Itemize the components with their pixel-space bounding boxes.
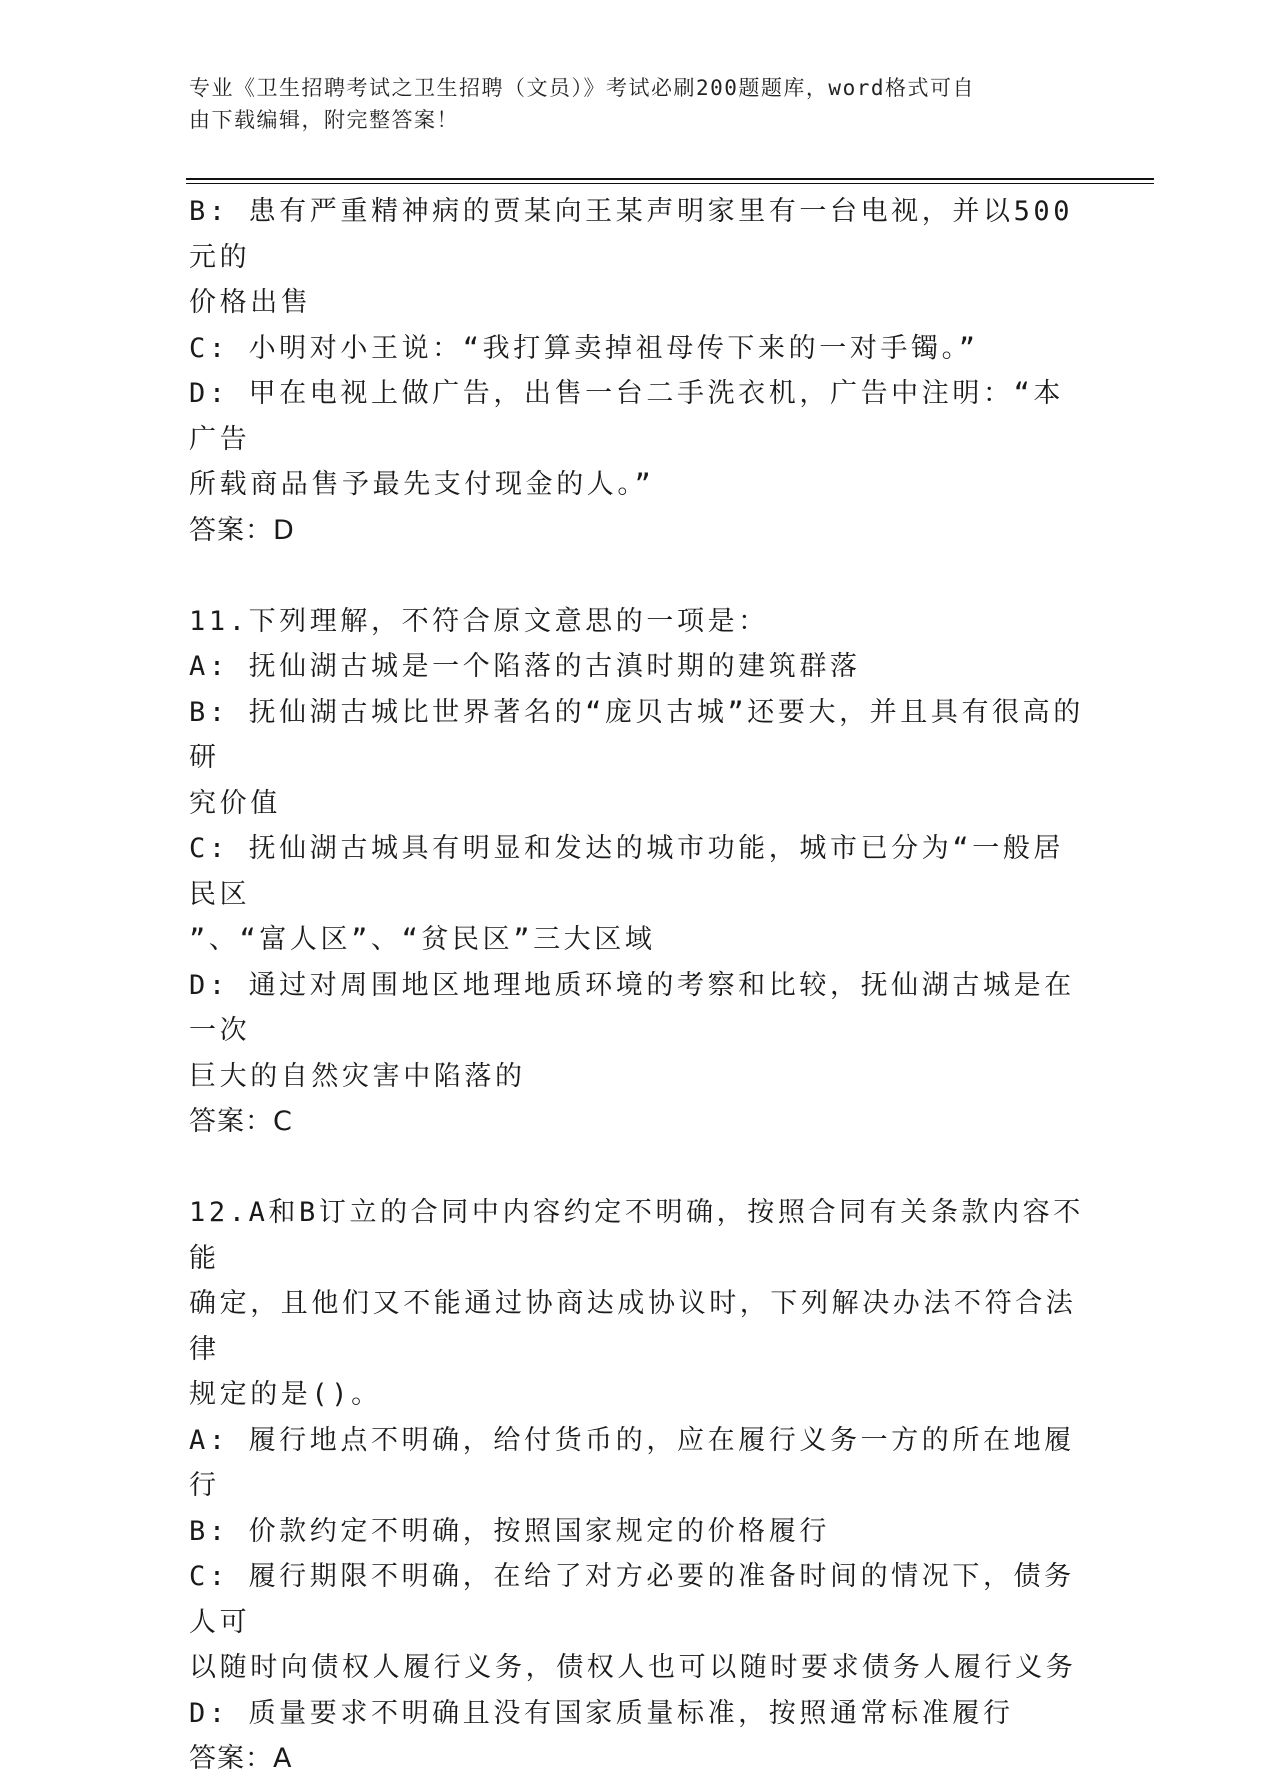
q12-option-b: B: 价款约定不明确，按照国家规定的价格履行: [189, 1515, 830, 1547]
q12-stem-line-1: 12.A和B订立的合同中内容约定不明确，按照合同有关条款内容不能: [189, 1197, 1084, 1274]
header-rule-thick: [186, 178, 1154, 180]
q12-option-a: A: 履行地点不明确，给付货币的，应在履行义务一方的所在地履行: [189, 1424, 1075, 1501]
header-line-1: 专业《卫生招聘考试之卫生招聘（文员）》考试必刷200题题库，word格式可自: [189, 76, 975, 100]
q11-option-a: A: 抚仙湖古城是一个陷落的古滇时期的建筑群落: [189, 651, 861, 682]
q11-option-d-line-2: 巨大的自然灾害中陷落的: [189, 1060, 526, 1092]
q10-option-d-line-2: 所载商品售予最先支付现金的人。”: [189, 469, 655, 500]
question-12: [189, 1190, 1089, 1782]
document-header: [189, 72, 1069, 136]
q12-stem-line-3: 规定的是()。: [189, 1379, 382, 1410]
header-line-2: 由下载编辑，附完整答案！: [189, 108, 459, 132]
q10-option-b-line-1: B: 患有严重精神病的贾某向王某声明家里有一台电视，并以500元的: [189, 196, 1074, 273]
question-spacer: [189, 553, 1089, 599]
q10-option-d-line-1: D: 甲在电视上做广告，出售一台二手洗衣机，广告中注明：“本广告: [189, 378, 1065, 455]
q12-answer: 答案：A: [189, 1743, 293, 1774]
question-spacer: [189, 1145, 1089, 1191]
question-11: [189, 599, 1089, 1145]
q11-stem: 11.下列理解，不符合原文意思的一项是：: [189, 605, 769, 637]
q10-answer: 答案：D: [189, 514, 295, 546]
q11-option-d-line-1: D: 通过对周围地区地理地质环境的考察和比较，抚仙湖古城是在一次: [189, 969, 1075, 1046]
q12-option-c-line-1: C: 履行期限不明确，在给了对方必要的准备时间的情况下，债务人可: [189, 1561, 1075, 1638]
q10-option-c: C: 小明对小王说：“我打算卖掉祖母传下来的一对手镯。”: [189, 332, 979, 364]
q12-option-d: D: 质量要求不明确且没有国家质量标准，按照通常标准履行: [189, 1697, 1014, 1729]
q11-option-c-line-2: ”、“富人区”、“贫民区”三大区域: [189, 924, 656, 955]
question-content: [189, 189, 1089, 1782]
q11-option-c-line-1: C: 抚仙湖古城具有明显和发达的城市功能，城市已分为“一般居民区: [189, 833, 1065, 910]
header-rule-thin: [186, 183, 1154, 184]
q12-stem-line-2: 确定，且他们又不能通过协商达成协议时，下列解决办法不符合法律: [189, 1288, 1077, 1365]
q11-option-b-line-2: 究价值: [189, 787, 281, 819]
q11-answer: 答案：C: [189, 1106, 293, 1137]
q10-option-b-line-2: 价格出售: [189, 287, 312, 318]
question-10: [189, 189, 1089, 553]
q12-option-c-line-2: 以随时向债权人履行义务，债权人也可以随时要求债务人履行义务: [189, 1652, 1077, 1683]
q11-option-b-line-1: B: 抚仙湖古城比世界著名的“庞贝古城”还要大，并且具有很高的研: [189, 696, 1084, 773]
